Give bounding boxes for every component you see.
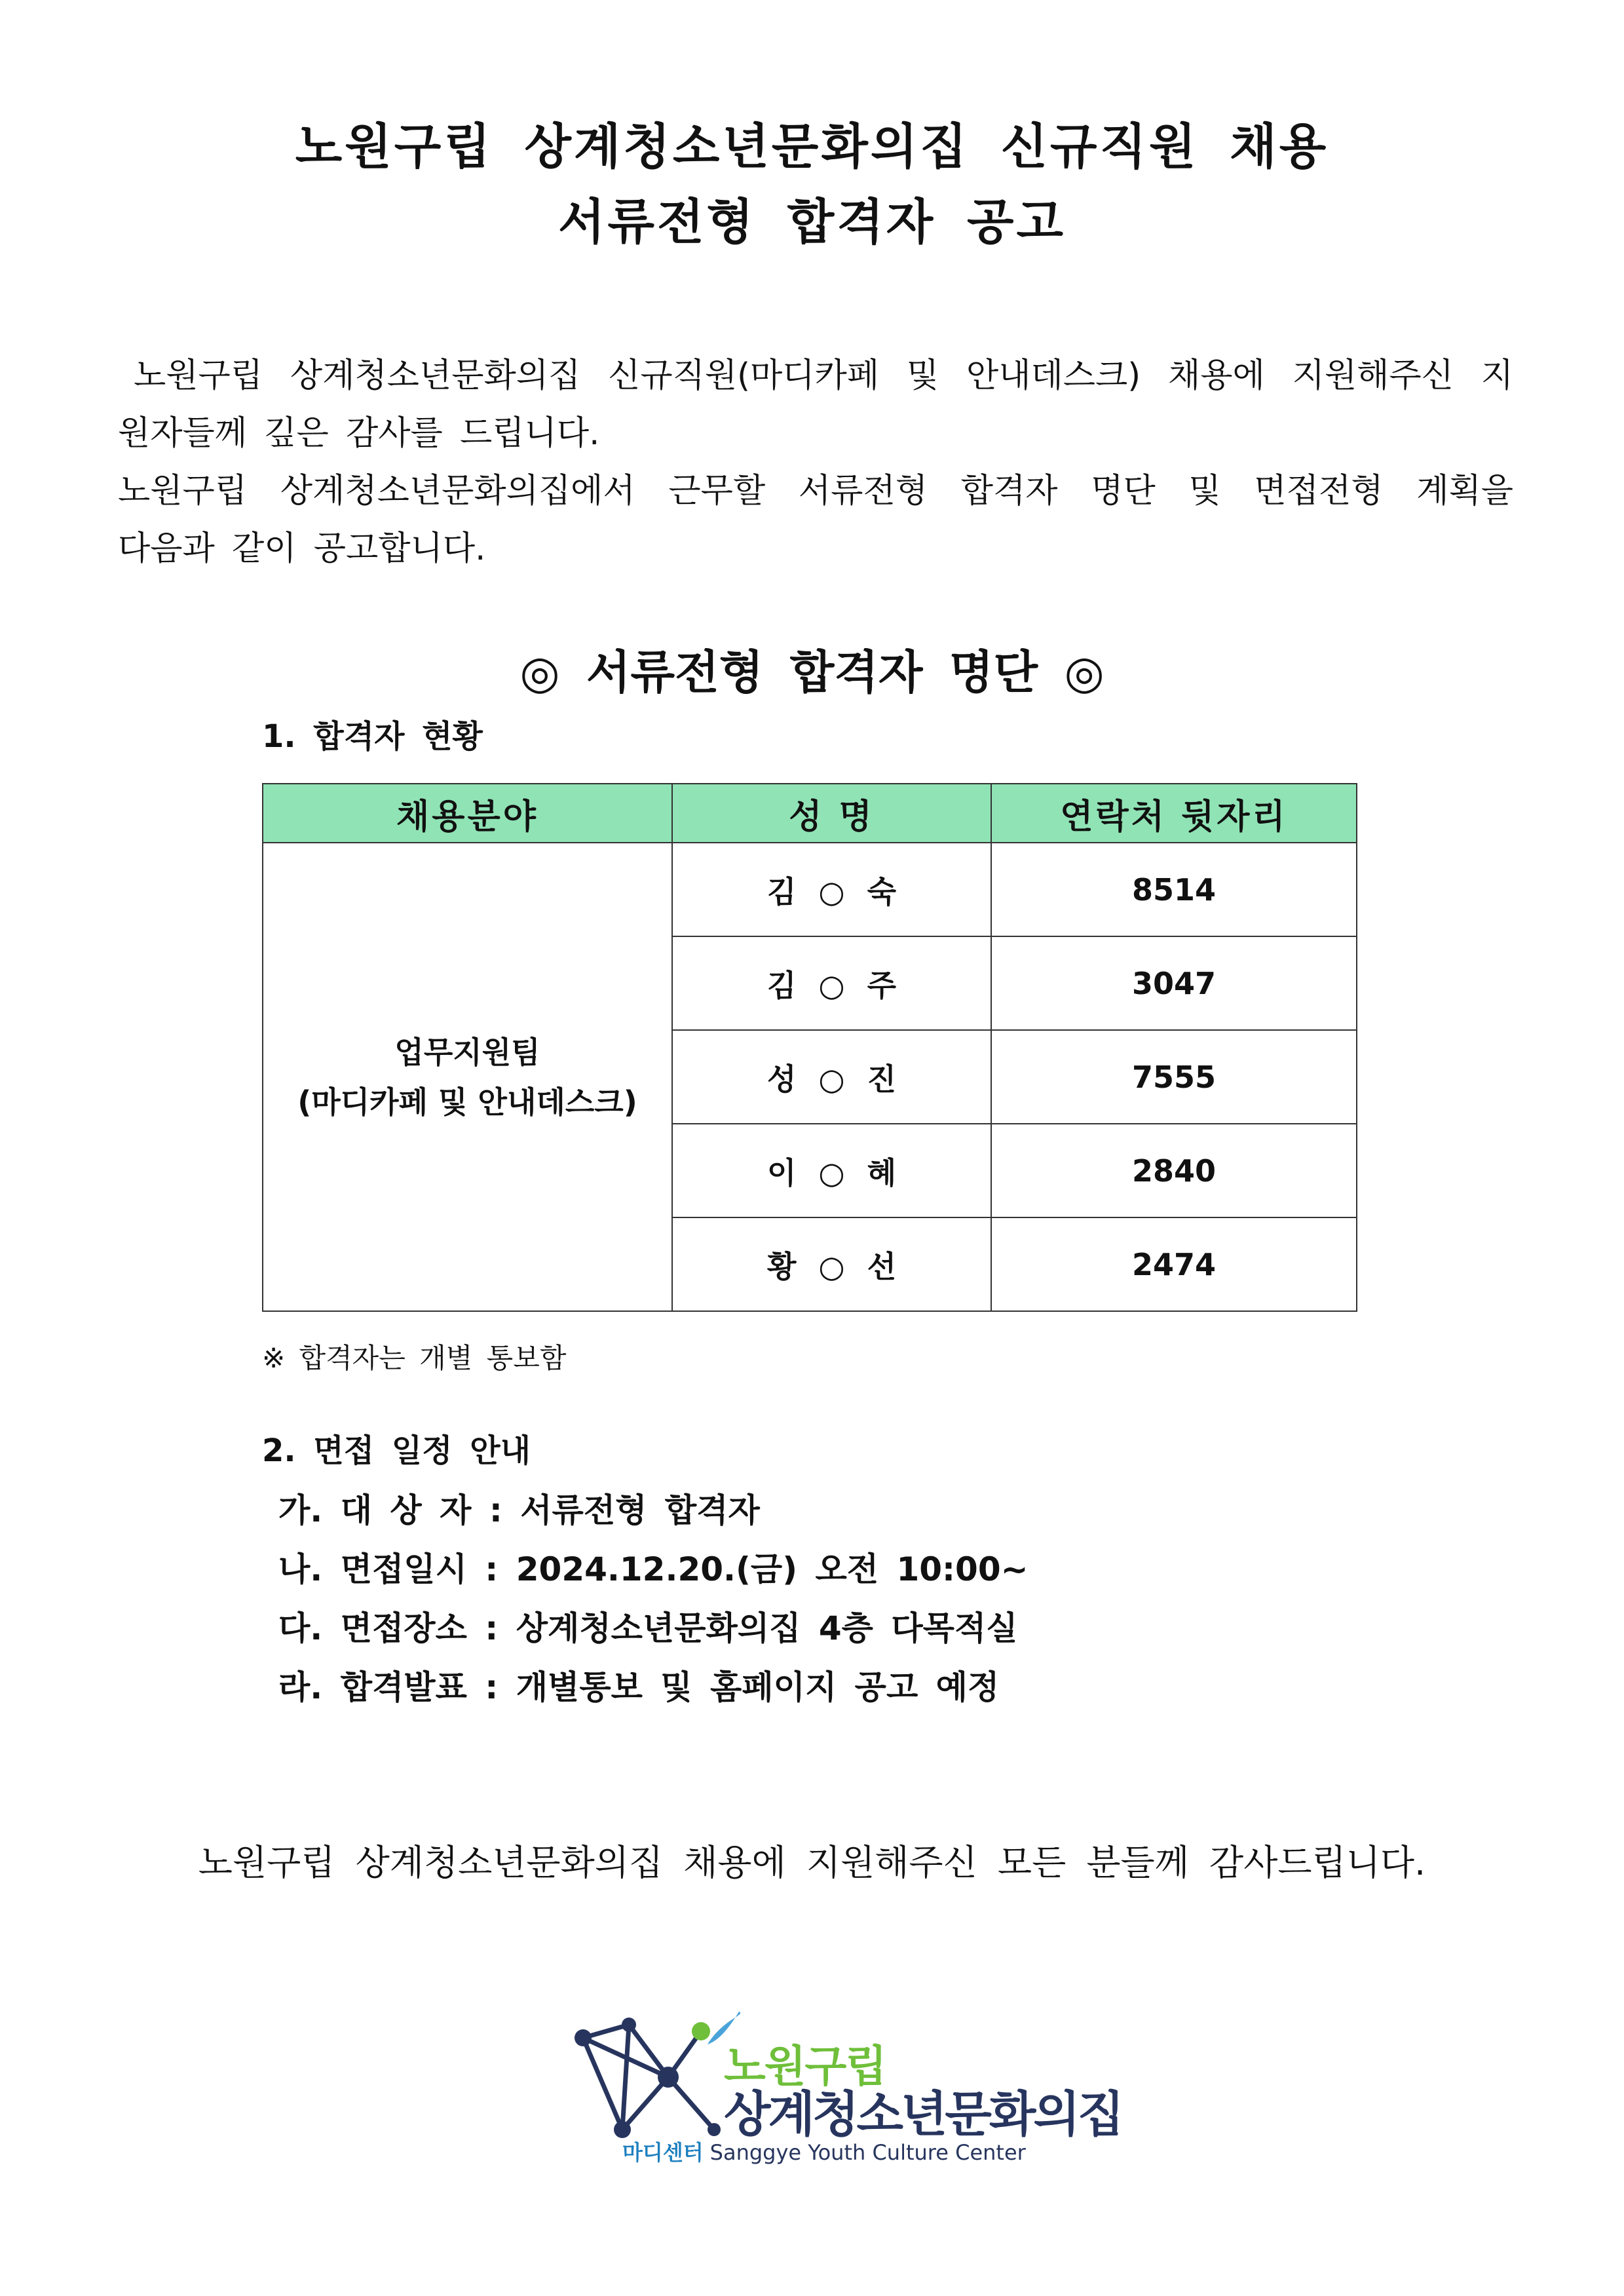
name-cell: 황 ○ 선 <box>672 1217 991 1311</box>
schedule-value: 개별통보 및 홈페이지 공고 예정 <box>516 1668 1000 1706</box>
schedule-item-location <box>278 1602 1018 1649</box>
field-detail: (마디카페 및 안내데스크) <box>297 1084 637 1120</box>
name-cell: 김 ○ 주 <box>672 936 991 1030</box>
logo-subtitle <box>622 2136 1026 2166</box>
contact-cell: 3047 <box>991 936 1357 1030</box>
name-cell: 김 ○ 숙 <box>672 843 991 936</box>
schedule-value: 서류전형 합격자 <box>520 1491 760 1529</box>
name-cell: 성 ○ 진 <box>672 1030 991 1124</box>
contact-cell: 2474 <box>991 1217 1357 1311</box>
results-heading: 1. 합격자 현황 <box>262 718 483 755</box>
schedule-value: 2024.12.20.(금) 오전 10:00~ <box>516 1550 1029 1588</box>
table-row <box>263 843 1357 936</box>
schedule-value: 상계청소년문화의집 4층 다목적실 <box>516 1609 1018 1647</box>
logo-text-line1: 노원구립 <box>724 2041 886 2092</box>
column-header-field: 채용분야 <box>263 784 672 843</box>
schedule-label: 다. 면접장소 : <box>278 1609 499 1647</box>
column-header-contact: 연락처 뒷자리 <box>991 784 1357 843</box>
intro-paragraph-2-line2: 다음과 같이 공고합니다. <box>118 529 486 568</box>
network-mark-icon <box>570 2005 740 2149</box>
logo-subtitle-english: Sanggye Youth Culture Center <box>709 2140 1026 2165</box>
results-note: ※ 합격자는 개별 통보함 <box>262 1342 567 1374</box>
schedule-item-target <box>278 1484 760 1531</box>
intro-paragraph-2-line1: 노원구립 상계청소년문화의집에서 근무할 서류전형 합격자 명단 및 면접전형 계획을 <box>118 472 1513 510</box>
schedule-label: 가. 대 상 자 : <box>278 1491 502 1529</box>
logo-subtitle-korean: 마디센터 <box>622 2140 704 2165</box>
organization-logo <box>570 2005 1122 2165</box>
schedule-label: 라. 합격발표 : <box>278 1668 499 1706</box>
table-header-row <box>263 784 1357 843</box>
name-cell: 이 ○ 혜 <box>672 1124 991 1217</box>
intro-paragraph-1-line2: 원자들께 깊은 감사를 드립니다. <box>118 414 600 453</box>
document-title-line1: 노원구립 상계청소년문화의집 신규직원 채용 <box>295 119 1329 175</box>
section-heading: ◎ 서류전형 합격자 명단 ◎ <box>519 645 1105 699</box>
contact-cell: 8514 <box>991 843 1357 936</box>
contact-cell: 2840 <box>991 1124 1357 1217</box>
column-header-name: 성 명 <box>672 784 991 843</box>
schedule-item-datetime <box>278 1543 1029 1590</box>
document-title-line2: 서류전형 합격자 공고 <box>558 194 1066 250</box>
intro-text: 노원구립 상계청소년문화의집 신규직원(마디카페 및 안내데스크) 채용에 지원해주신 지 <box>134 356 1513 395</box>
closing-message: 노원구립 상계청소년문화의집 채용에 지원해주신 모든 분들께 감사드립니다. <box>198 1842 1426 1883</box>
field-cell <box>263 843 672 1311</box>
intro-paragraph-1-line1 <box>118 347 1513 405</box>
schedule-label: 나. 면접일시 : <box>278 1550 499 1588</box>
logo-text-line2: 상계청소년문화의집 <box>724 2086 1122 2143</box>
interview-heading: 2. 면접 일정 안내 <box>262 1432 531 1469</box>
contact-cell: 7555 <box>991 1030 1357 1124</box>
results-table <box>262 783 1357 1312</box>
schedule-item-announcement <box>278 1661 999 1708</box>
field-name: 업무지원팀 <box>394 1034 540 1070</box>
